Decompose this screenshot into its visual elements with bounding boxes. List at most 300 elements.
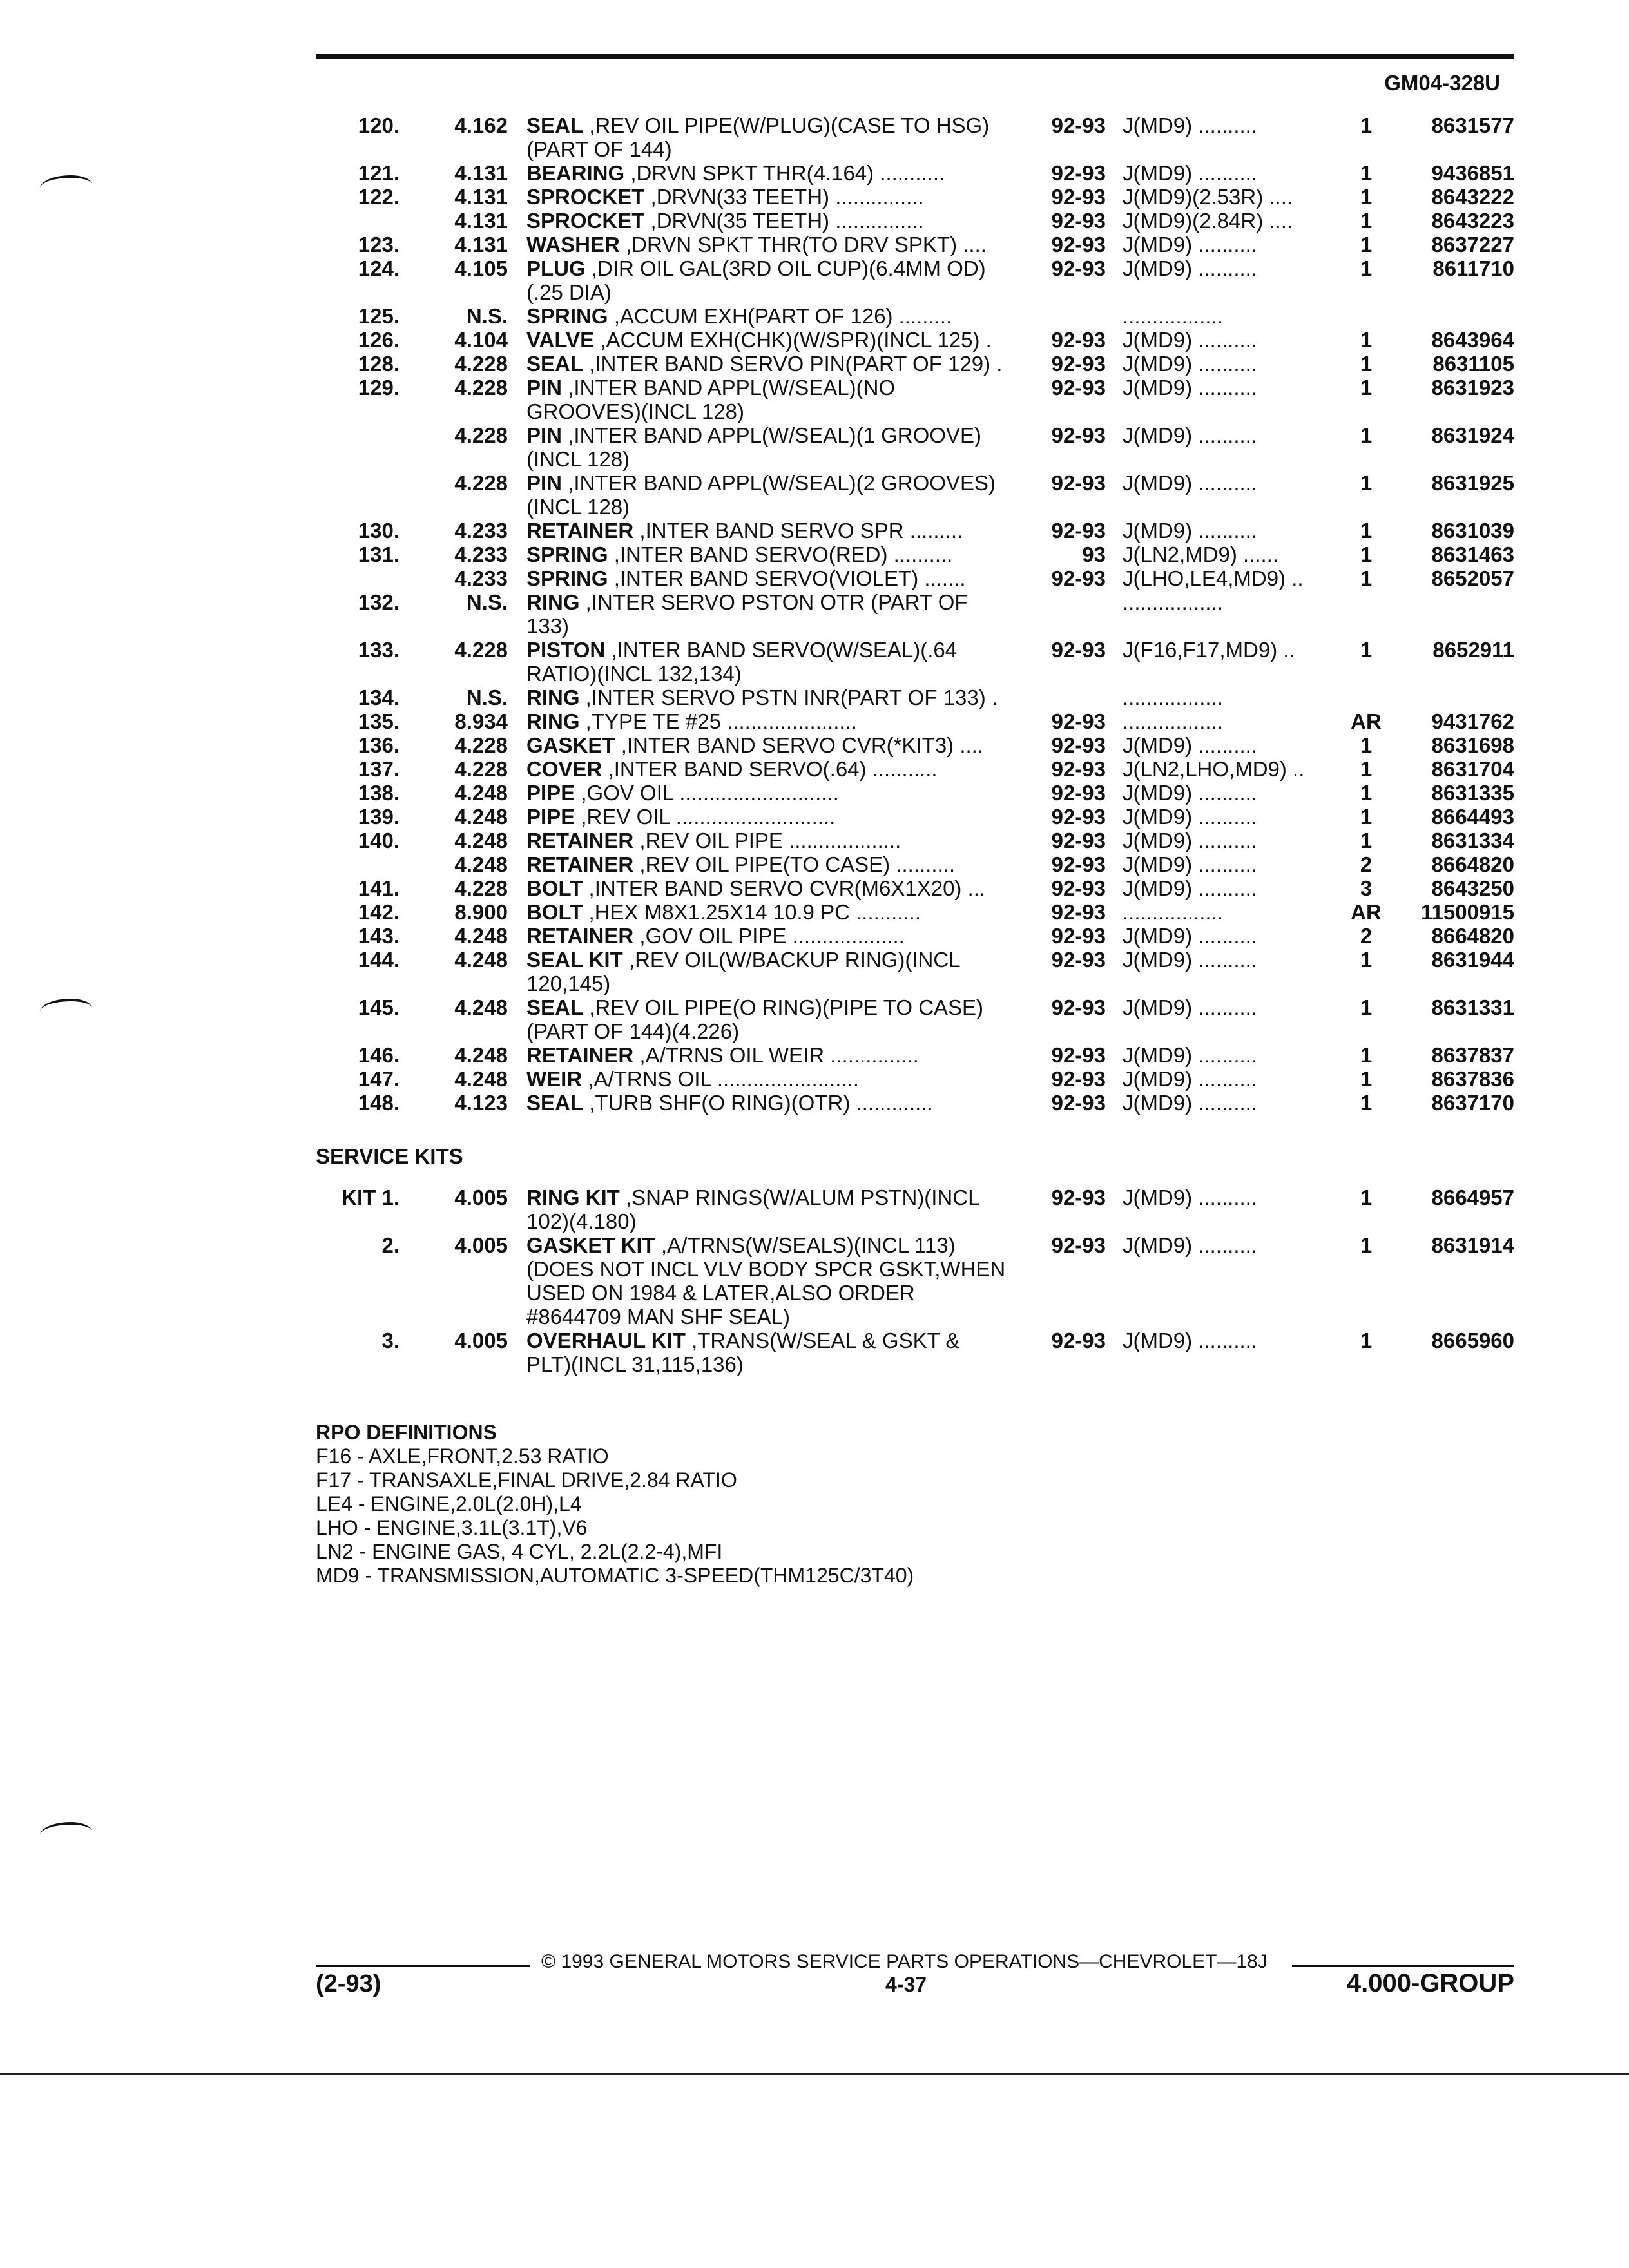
group-number: 4.123 (454, 1091, 508, 1115)
part-number: 8631923 (1431, 376, 1514, 399)
description-text: ,A/TRNS(W/SEALS)(INCL 113) (661, 1233, 956, 1257)
description-text: ,TURB SHF(O RING)(OTR) ............. (589, 1091, 933, 1115)
group-number: N.S. (466, 590, 508, 614)
model-usage: J(MD9) .......... (1123, 1067, 1258, 1091)
part-row (316, 995, 1514, 1043)
quantity: 1 (1360, 423, 1373, 447)
description-text: (.25 DIA) (526, 280, 612, 304)
part-row (316, 209, 1514, 233)
item-number: 126. (358, 328, 400, 352)
part-name: RING (526, 709, 580, 733)
parts-list (316, 113, 1514, 1376)
model-usage: J(F16,F17,MD9) .. (1123, 638, 1295, 662)
item-number: 146. (358, 1043, 400, 1067)
part-row (316, 352, 1514, 376)
rpo-definition: F16 - AXLE,FRONT,2.53 RATIO (316, 1445, 609, 1468)
item-number: 141. (358, 876, 400, 900)
item-number: 130. (358, 519, 400, 543)
part-number: 8631698 (1431, 733, 1514, 757)
part-row (316, 1091, 1514, 1115)
part-row (316, 113, 1514, 161)
part-number: 8631335 (1431, 781, 1514, 805)
part-number: 8631944 (1431, 948, 1514, 972)
item-number: 124. (358, 256, 400, 280)
quantity: 1 (1360, 233, 1373, 256)
description-line (526, 614, 1358, 638)
binder-mark (40, 999, 92, 1021)
part-number: 8652057 (1431, 566, 1514, 590)
part-row (316, 543, 1514, 566)
model-years: 92-93 (1051, 948, 1106, 972)
group-number: 8.900 (454, 900, 508, 924)
part-row (316, 1067, 1514, 1091)
quantity: 1 (1360, 948, 1373, 972)
model-usage: J(MD9) .......... (1123, 733, 1258, 757)
item-number: 144. (358, 948, 400, 972)
quantity: 1 (1360, 376, 1373, 399)
description-text: ,REV OIL(W/BACKUP RING)(INCL (628, 948, 961, 972)
kit-row (316, 1233, 1514, 1329)
description-text: (DOES NOT INCL VLV BODY SPCR GSKT,WHEN (526, 1257, 1006, 1281)
part-number: 8631704 (1431, 757, 1514, 781)
quantity: 2 (1360, 852, 1373, 876)
description-text: ,TYPE TE #25 ...................... (585, 709, 857, 733)
part-number: 8631925 (1431, 471, 1514, 495)
model-usage: J(MD9) .......... (1123, 805, 1258, 829)
model-usage: J(MD9) .......... (1123, 113, 1258, 137)
model-years: 93 (1082, 543, 1106, 566)
part-number: 8643964 (1431, 328, 1514, 352)
model-usage: J(MD9)(2.84R) .... (1123, 209, 1293, 233)
rpo-lines (316, 1445, 914, 1588)
quantity: 2 (1360, 924, 1373, 948)
item-number: 142. (358, 900, 400, 924)
model-years: 92-93 (1051, 1186, 1106, 1209)
description-text: (INCL 128) (526, 447, 630, 471)
part-name: BEARING (526, 161, 625, 185)
description-text: ,INTER BAND SERVO(.64) ........... (608, 757, 938, 781)
description-text: GROOVES)(INCL 128) (526, 399, 745, 423)
model-years: 92-93 (1051, 328, 1106, 352)
part-name: GASKET (526, 733, 615, 757)
group-number: 4.131 (454, 233, 508, 256)
model-years: 92-93 (1051, 924, 1106, 948)
description-text: ,GOV OIL ........................... (581, 781, 839, 805)
quantity: AR (1351, 709, 1382, 733)
model-usage: J(MD9) .......... (1123, 924, 1258, 948)
part-number: 8611710 (1432, 256, 1514, 280)
part-row (316, 233, 1514, 256)
quantity: 1 (1360, 995, 1373, 1019)
item-number: 140. (358, 829, 400, 852)
model-years: 92-93 (1051, 352, 1106, 376)
model-years: 92-93 (1051, 709, 1106, 733)
model-usage: ................. (1123, 686, 1223, 709)
quantity: 1 (1360, 638, 1373, 662)
quantity: 1 (1360, 328, 1373, 352)
quantity: 1 (1360, 1043, 1373, 1067)
group-number: 4.248 (454, 1043, 508, 1067)
group-number: 4.248 (454, 924, 508, 948)
group-number: 4.005 (454, 1329, 508, 1352)
part-name: SPRING (526, 304, 608, 328)
part-number: 8631105 (1432, 352, 1514, 376)
description-text: ,INTER BAND SERVO CVR(*KIT3) .... (621, 733, 984, 757)
part-name: RING KIT (526, 1186, 620, 1209)
part-row (316, 423, 1514, 471)
part-row (316, 757, 1514, 781)
group-number: 8.934 (454, 709, 508, 733)
item-number: 120. (358, 113, 400, 137)
part-number: 8664493 (1431, 805, 1514, 829)
model-years: 92-93 (1051, 852, 1106, 876)
part-row (316, 328, 1514, 352)
item-number: 128. (358, 352, 400, 376)
parts-rows (316, 113, 1514, 1115)
description-line (526, 399, 1358, 423)
model-usage: J(MD9) .......... (1123, 1329, 1258, 1352)
group-number: 4.105 (454, 256, 508, 280)
item-number: 137. (358, 757, 400, 781)
footer-rule-right (1292, 1965, 1514, 1967)
rpo-definition: MD9 - TRANSMISSION,AUTOMATIC 3-SPEED(THM125C/3T40) (316, 1564, 914, 1587)
binder-mark (40, 175, 92, 197)
part-number: 8643250 (1431, 876, 1514, 900)
part-row (316, 709, 1514, 733)
description-text: RATIO)(INCL 132,134) (526, 662, 742, 686)
part-row (316, 1043, 1514, 1067)
part-name: RING (526, 686, 580, 709)
model-years: 92-93 (1051, 1233, 1106, 1257)
footer-copyright: © 1993 GENERAL MOTORS SERVICE PARTS OPERATIONS—CHEVROLET—18J (541, 1951, 1268, 1972)
description-line (526, 280, 1358, 304)
model-usage: J(MD9) .......... (1123, 256, 1258, 280)
quantity: 1 (1360, 1233, 1373, 1257)
item-number: 132. (358, 590, 400, 614)
part-number: 8631914 (1431, 1233, 1514, 1257)
model-usage: J(MD9) .......... (1123, 161, 1258, 185)
part-row (316, 781, 1514, 805)
group-number: 4.228 (454, 757, 508, 781)
model-usage: J(MD9) .......... (1123, 1091, 1258, 1115)
group-number: 4.228 (454, 423, 508, 447)
model-usage: J(LN2,LHO,MD9) .. (1123, 757, 1305, 781)
quantity: 1 (1360, 733, 1373, 757)
model-years: 92-93 (1051, 233, 1106, 256)
item-number: 136. (358, 733, 400, 757)
model-years: 92-93 (1051, 1329, 1106, 1352)
model-usage: J(MD9) .......... (1123, 1043, 1258, 1067)
part-number: 8664957 (1431, 1186, 1514, 1209)
quantity: 1 (1360, 805, 1373, 829)
description-line (526, 1257, 1358, 1281)
model-years: 92-93 (1051, 900, 1106, 924)
group-number: 4.228 (454, 471, 508, 495)
part-number: 8631924 (1431, 423, 1514, 447)
quantity: 1 (1360, 161, 1373, 185)
description-line (526, 495, 1358, 519)
part-number: 8637836 (1431, 1067, 1514, 1091)
part-name: OVERHAUL KIT (526, 1329, 686, 1352)
part-row (316, 686, 1514, 709)
part-name: PIN (526, 376, 563, 399)
description-line (526, 1281, 1358, 1305)
description-text: 133) (526, 614, 570, 638)
description-text: ,REV OIL PIPE(TO CASE) .......... (639, 852, 956, 876)
description-line (526, 137, 1358, 161)
description-text: ,GOV OIL PIPE ................... (639, 924, 905, 948)
model-usage: ................. (1123, 590, 1223, 614)
part-number: 8631334 (1431, 829, 1514, 852)
quantity: 1 (1360, 829, 1373, 852)
model-usage: J(MD9) .......... (1123, 995, 1258, 1019)
footer-rule-left (316, 1965, 530, 1967)
part-name: SEAL (526, 113, 584, 137)
part-row (316, 876, 1514, 900)
model-usage: J(MD9) .......... (1123, 376, 1258, 399)
part-number: 8631577 (1431, 113, 1514, 137)
description-text: ,INTER BAND APPL(W/SEAL)(1 GROOVE) (568, 423, 981, 447)
item-number: 131. (358, 543, 400, 566)
quantity: 1 (1360, 113, 1373, 137)
item-number: 133. (358, 638, 400, 662)
document-id: GM04-328U (1384, 71, 1500, 95)
item-number: 3. (381, 1329, 400, 1352)
part-name: SEAL (526, 995, 584, 1019)
model-years: 92-93 (1051, 423, 1106, 447)
group-number: 4.131 (454, 161, 508, 185)
model-usage: ................. (1123, 304, 1223, 328)
item-number: 148. (358, 1091, 400, 1115)
group-number: 4.248 (454, 852, 508, 876)
part-row (316, 566, 1514, 590)
model-usage: J(MD9) .......... (1123, 876, 1258, 900)
model-years: 92-93 (1051, 781, 1106, 805)
quantity: 1 (1360, 352, 1373, 376)
quantity: 1 (1360, 256, 1373, 280)
model-usage: J(MD9) .......... (1123, 233, 1258, 256)
description-text: ,DIR OIL GAL(3RD OIL CUP)(6.4MM OD) (591, 256, 986, 280)
model-years: 92-93 (1051, 209, 1106, 233)
part-name: VALVE (526, 328, 595, 352)
item-number: 135. (358, 709, 400, 733)
model-usage: J(MD9) .......... (1123, 829, 1258, 852)
description-text: (INCL 128) (526, 495, 630, 519)
model-usage: J(MD9) .......... (1123, 781, 1258, 805)
part-number: 8664820 (1431, 924, 1514, 948)
description-text: ,DRVN SPKT THR(TO DRV SPKT) .... (626, 233, 987, 256)
item-number: 139. (358, 805, 400, 829)
item-number: 138. (358, 781, 400, 805)
part-name: RETAINER (526, 519, 634, 543)
item-number: 125. (358, 304, 400, 328)
model-years: 92-93 (1051, 519, 1106, 543)
description-text: #8644709 MAN SHF SEAL) (526, 1305, 791, 1329)
rpo-definitions (316, 1421, 914, 1588)
model-years: 92-93 (1051, 185, 1106, 209)
model-usage: J(MD9) .......... (1123, 519, 1258, 543)
description-text: ,REV OIL PIPE(W/PLUG)(CASE TO HSG) (589, 113, 990, 137)
footer-date: (2-93) (316, 1970, 381, 1997)
group-number: 4.228 (454, 376, 508, 399)
part-row (316, 900, 1514, 924)
model-years: 92-93 (1051, 376, 1106, 399)
kit-row (316, 1186, 1514, 1233)
description-line (526, 972, 1358, 995)
rpo-definition: LN2 - ENGINE GAS, 4 CYL, 2.2L(2.2-4),MFI (316, 1540, 723, 1563)
item-number: KIT 1. (342, 1186, 400, 1209)
model-years: 92-93 (1051, 1067, 1106, 1091)
part-name: SEAL (526, 1091, 584, 1115)
model-usage: J(MD9) .......... (1123, 423, 1258, 447)
part-number: 8631463 (1431, 543, 1514, 566)
group-number: 4.104 (454, 328, 508, 352)
quantity: 1 (1360, 1186, 1373, 1209)
description-text: 102)(4.180) (526, 1209, 637, 1233)
group-number: 4.248 (454, 1067, 508, 1091)
part-name: RING (526, 590, 580, 614)
description-text: ,A/TRNS OIL WEIR ............... (639, 1043, 919, 1067)
part-number: 8643222 (1431, 185, 1514, 209)
model-years: 92-93 (1051, 113, 1106, 137)
model-years: 92-93 (1051, 876, 1106, 900)
part-name: SPROCKET (526, 209, 645, 233)
item-number: 147. (358, 1067, 400, 1091)
group-number: 4.005 (454, 1233, 508, 1257)
part-row (316, 519, 1514, 543)
part-row (316, 638, 1514, 686)
group-number: 4.228 (454, 638, 508, 662)
group-number: 4.162 (454, 113, 508, 137)
part-number: 8631331 (1431, 995, 1514, 1019)
rpo-definition: LE4 - ENGINE,2.0L(2.0H),L4 (316, 1492, 582, 1515)
description-text: (PART OF 144)(4.226) (526, 1019, 740, 1043)
part-name: SPRING (526, 543, 608, 566)
part-name: RETAINER (526, 924, 634, 948)
description-text: ,INTER BAND APPL(W/SEAL)(2 GROOVES) (568, 471, 996, 495)
part-number: 8665960 (1431, 1329, 1514, 1352)
part-row (316, 471, 1514, 519)
part-name: PIPE (526, 805, 575, 829)
part-name: SPROCKET (526, 185, 645, 209)
part-row (316, 829, 1514, 852)
group-number: 4.248 (454, 805, 508, 829)
model-usage: ................. (1123, 709, 1223, 733)
description-text: ,DRVN SPKT THR(4.164) ........... (630, 161, 945, 185)
description-text: ,ACCUM EXH(PART OF 126) ......... (613, 304, 952, 328)
description-text: ,INTER SERVO PSTN INR(PART OF 133) . (585, 686, 998, 709)
description-text: ,INTER BAND SERVO(W/SEAL)(.64 (611, 638, 958, 662)
model-years: 92-93 (1051, 566, 1106, 590)
page-number: 4-37 (885, 1973, 927, 1996)
quantity: 1 (1360, 519, 1373, 543)
group-number: N.S. (466, 686, 508, 709)
quantity: 3 (1360, 876, 1373, 900)
model-years: 92-93 (1051, 161, 1106, 185)
part-number: 8652911 (1432, 638, 1514, 662)
description-line (526, 1352, 1358, 1376)
description-text: ,DRVN(35 TEETH) ............... (650, 209, 924, 233)
part-number: 8637227 (1431, 233, 1514, 256)
description-line (526, 447, 1358, 471)
part-name: PIN (526, 423, 563, 447)
part-name: PISTON (526, 638, 606, 662)
model-years: 92-93 (1051, 995, 1106, 1019)
part-name: WEIR (526, 1067, 583, 1091)
description-text: ,A/TRNS OIL ........................ (588, 1067, 859, 1091)
group-number: 4.248 (454, 781, 508, 805)
model-usage: J(MD9) .......... (1123, 1233, 1258, 1257)
service-kits-heading: SERVICE KITS (316, 1144, 463, 1168)
rpo-definition: LHO - ENGINE,3.1L(3.1T),V6 (316, 1516, 588, 1539)
item-number: 121. (358, 161, 400, 185)
group-number: 4.233 (454, 543, 508, 566)
description-line (526, 1019, 1358, 1043)
part-row (316, 948, 1514, 995)
model-years: 92-93 (1051, 256, 1106, 280)
quantity: 1 (1360, 1329, 1373, 1352)
description-text: ,INTER BAND SERVO(RED) .......... (613, 543, 953, 566)
group-number: 4.248 (454, 948, 508, 972)
quantity: AR (1351, 900, 1382, 924)
footer-group: 4.000-GROUP (1346, 1969, 1514, 1997)
part-row (316, 304, 1514, 328)
model-years: 92-93 (1051, 638, 1106, 662)
part-row (316, 161, 1514, 185)
part-row (316, 733, 1514, 757)
description-text: ,REV OIL ........................... (581, 805, 836, 829)
description-text: ,TRANS(W/SEAL & GSKT & (691, 1329, 960, 1352)
description-text: ,INTER BAND SERVO PIN(PART OF 129) . (589, 352, 1003, 376)
model-usage: J(MD9) .......... (1123, 948, 1258, 972)
quantity: 1 (1360, 757, 1373, 781)
part-row (316, 805, 1514, 829)
group-number: 4.131 (454, 209, 508, 233)
model-years: 92-93 (1051, 733, 1106, 757)
description-text: ,DRVN(33 TEETH) ............... (650, 185, 924, 209)
group-number: 4.131 (454, 185, 508, 209)
rpo-title: RPO DEFINITIONS (316, 1421, 497, 1444)
group-number: 4.228 (454, 876, 508, 900)
model-usage: J(MD9) .......... (1123, 471, 1258, 495)
model-usage: J(LHO,LE4,MD9) .. (1123, 566, 1304, 590)
part-number: 8643223 (1431, 209, 1514, 233)
group-number: 4.248 (454, 995, 508, 1019)
model-years: 92-93 (1051, 471, 1106, 495)
part-name: WASHER (526, 233, 620, 256)
group-number: 4.228 (454, 733, 508, 757)
part-name: PIN (526, 471, 563, 495)
model-years: 92-93 (1051, 805, 1106, 829)
description-text: (PART OF 144) (526, 137, 672, 161)
quantity: 1 (1360, 471, 1373, 495)
model-usage: J(MD9)(2.53R) .... (1123, 185, 1293, 209)
model-usage: J(MD9) .......... (1123, 1186, 1258, 1209)
quantity: 1 (1360, 1091, 1373, 1115)
model-usage: J(LN2,MD9) ...... (1123, 543, 1279, 566)
part-number: 8637837 (1431, 1043, 1514, 1067)
model-years: 92-93 (1051, 757, 1106, 781)
item-number: 145. (358, 995, 400, 1019)
description-text: PLT)(INCL 31,115,136) (526, 1352, 744, 1376)
item-number: 143. (358, 924, 400, 948)
part-name: GASKET KIT (526, 1233, 655, 1257)
model-usage: ................. (1123, 900, 1223, 924)
description-line (526, 1209, 1358, 1233)
quantity: 1 (1360, 781, 1373, 805)
quantity: 1 (1360, 1067, 1373, 1091)
quantity: 1 (1360, 185, 1373, 209)
